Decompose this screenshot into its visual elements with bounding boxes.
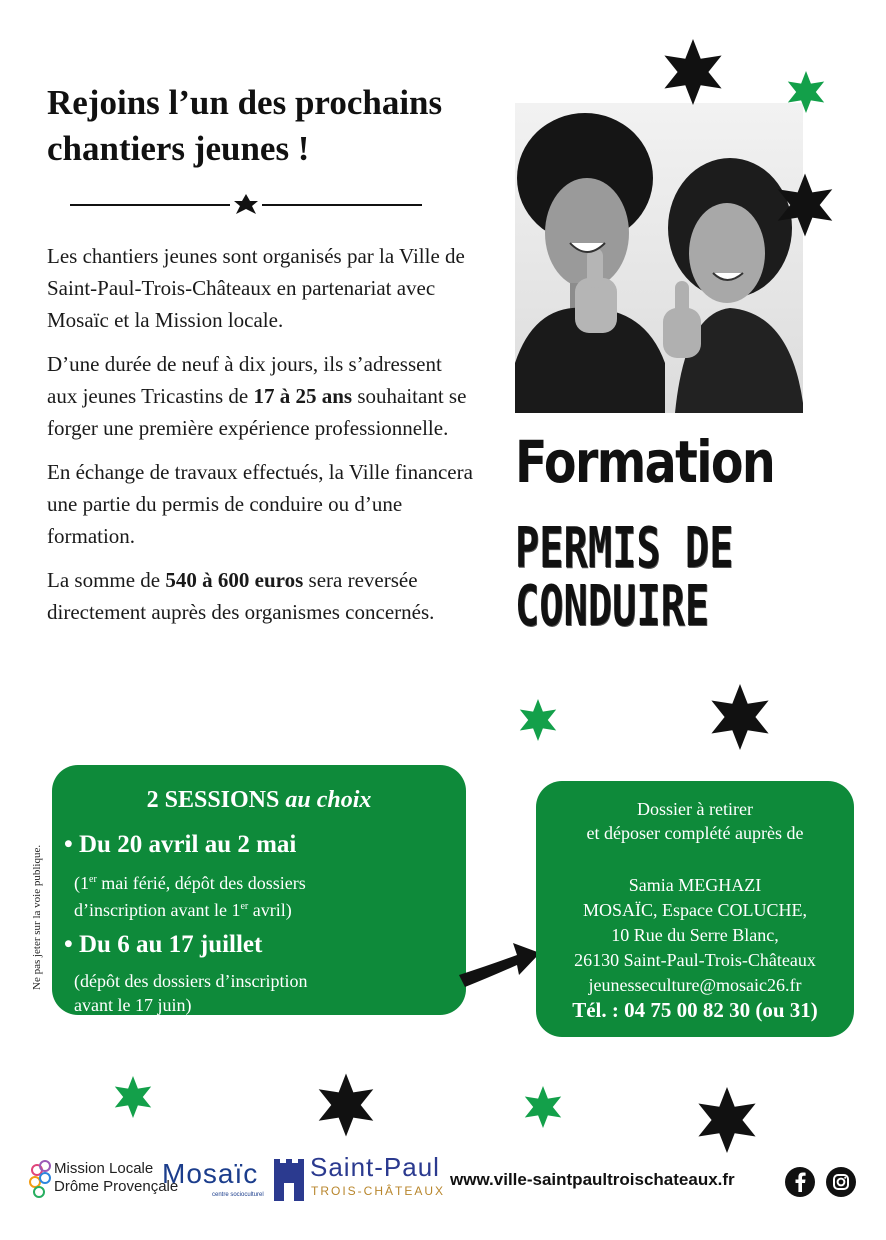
mosaic-logo: Mosaïc (162, 1158, 259, 1189)
intro-p2: D’une durée de neuf à dix jours, ils s’adressent aux jeunes Tricastins de 17 à 25 ans souhaitant se forger une première expérience professionnelle. (47, 352, 467, 440)
headline-line1: Rejoins l’un des prochains (47, 83, 443, 122)
permis-line2: CONDUIRE (515, 574, 710, 639)
star-icon (525, 1086, 561, 1128)
session-1-note: (1er mai férié, dépôt des dossiers d’inscription avant le 1er avril) (74, 873, 306, 920)
trois-chateaux-text: TROIS-CHÂTEAUX (311, 1184, 446, 1198)
star-icon (778, 174, 833, 237)
intro-p3: En échange de travaux effectués, la Ville financera une partie du permis de conduire ou d’une formation. (47, 460, 473, 548)
contact-city: 26130 Saint-Paul-Trois-Châteaux (574, 950, 816, 970)
session-2-note: (dépôt des dossiers d’inscription avant le 17 juin) (74, 971, 308, 1015)
star-icon (788, 71, 824, 113)
star-icon (115, 1076, 151, 1118)
side-note: Ne pas jeter sur la voie publique. (31, 844, 43, 990)
intro-p4: La somme de 540 à 600 euros sera reversée directement auprès des organismes concernés. (47, 568, 435, 624)
formation-title: Formation (515, 428, 775, 496)
contact-line2: et déposer complété auprès de (586, 823, 804, 843)
contact-org: MOSAÏC, Espace COLUCHE, (583, 900, 807, 920)
mosaic-subtitle: centre socioculturel (212, 1192, 264, 1198)
facebook-icon[interactable] (785, 1167, 815, 1197)
star-icon (698, 1087, 755, 1153)
website-link[interactable]: www.ville-saintpaultroischateaux.fr (450, 1170, 735, 1189)
contact-phone[interactable]: Tél. : 04 75 00 82 30 (ou 31) (572, 998, 818, 1022)
intro-p1: Les chantiers jeunes sont organisés par la Ville de Saint-Paul-Trois-Châteaux en partenariat avec Mosaïc et la Mission locale. (47, 244, 465, 332)
contact-line1: Dossier à retirer (637, 799, 753, 819)
star-icon (520, 699, 556, 741)
contact-box (536, 781, 854, 1037)
star-icon (711, 684, 768, 750)
headline-line2: chantiers jeunes ! (47, 129, 310, 168)
session-1-dates: • Du 20 avril au 2 mai (64, 831, 297, 858)
permis-line1: PERMIS DE (515, 516, 734, 581)
contact-name: Samia MEGHAZI (628, 875, 762, 895)
sessions-box (52, 765, 466, 1015)
contact-street: 10 Rue du Serre Blanc, (611, 925, 779, 945)
star-icon (319, 1074, 374, 1137)
saint-paul-text: Saint-Paul (310, 1152, 440, 1182)
sessions-title: 2 SESSIONS au choix (146, 787, 372, 813)
instagram-icon[interactable] (826, 1167, 856, 1197)
arrow-icon (455, 935, 545, 990)
mission-locale-text: Mission Locale Drôme Provençale (54, 1160, 179, 1195)
contact-email[interactable]: jeunesseculture@mosaic26.fr (588, 975, 802, 995)
star-icon (664, 39, 721, 105)
session-2-dates: • Du 6 au 17 juillet (64, 931, 263, 958)
